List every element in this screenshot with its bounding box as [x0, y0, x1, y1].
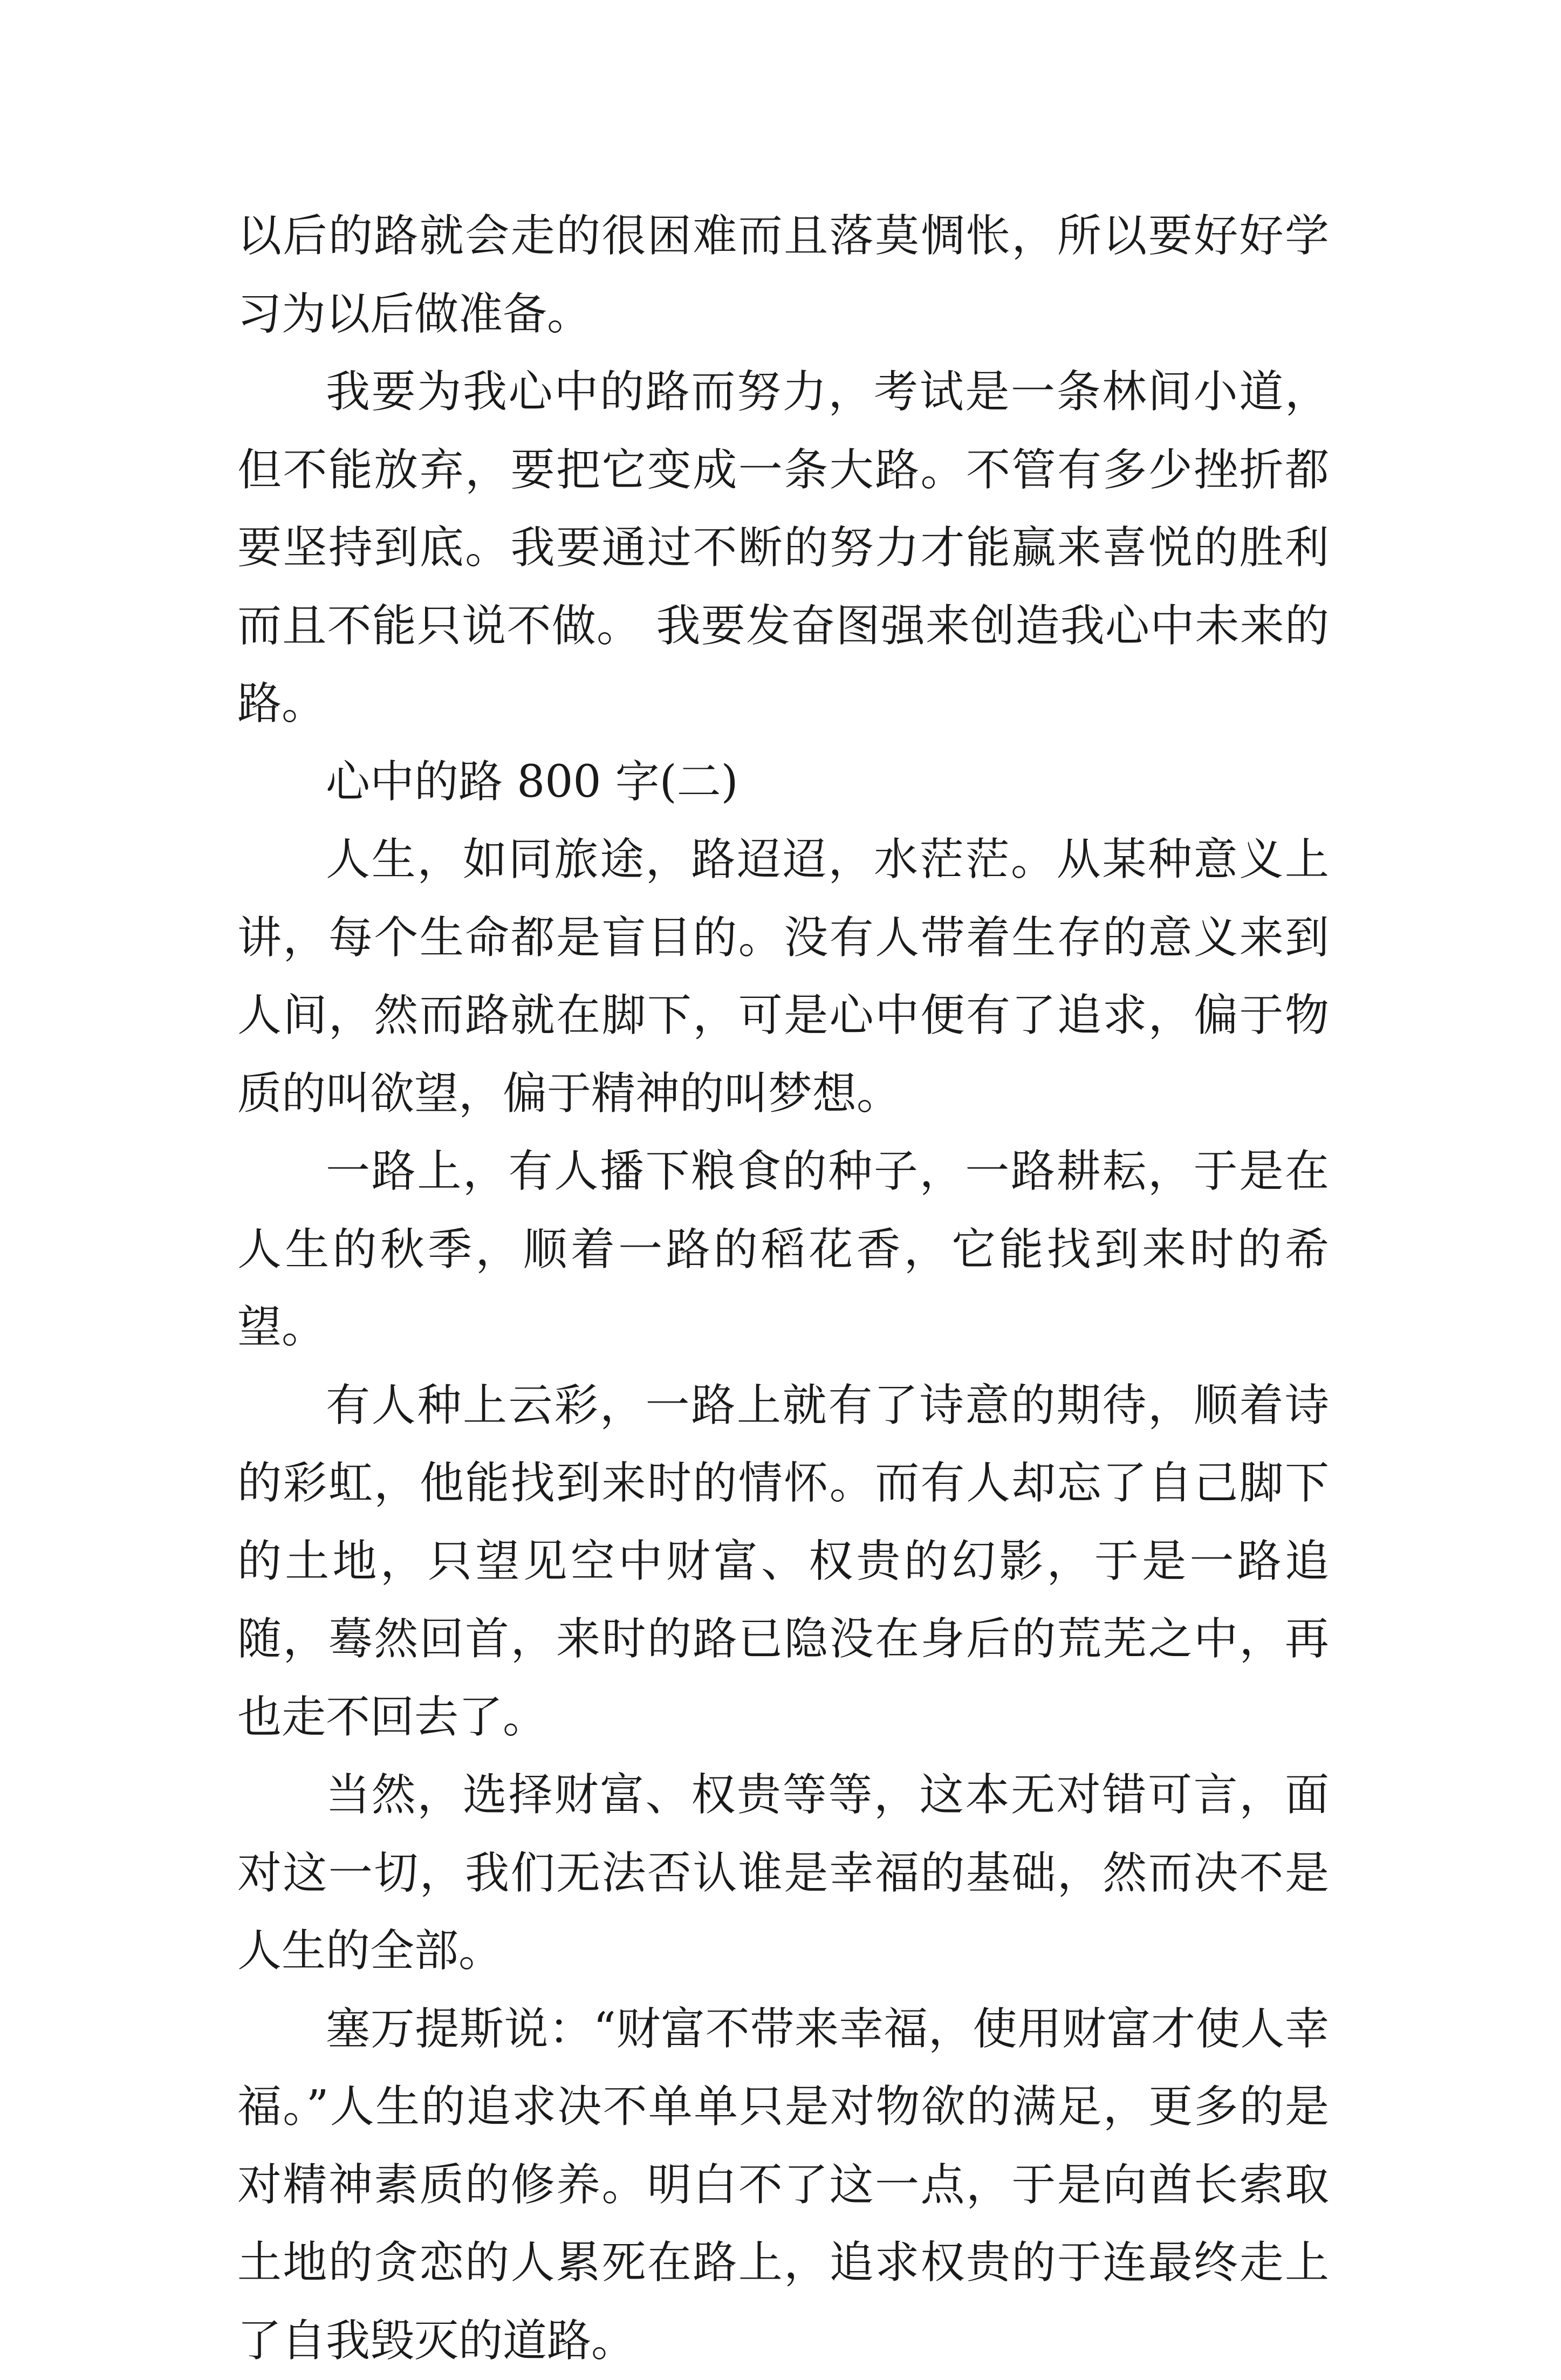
paragraph-continuation: 以后的路就会走的很困难而且落莫惆怅，所以要好好学习为以后做准备。 [237, 197, 1329, 353]
document-body [237, 197, 1329, 2380]
paragraph: 塞万提斯说：“财富不带来幸福，使用财富才使人幸福。”人生的追求决不单单只是对物欲的满足，更多的是对精神素质的修养。明白不了这一点，于是向酋长索取土地的贪恋的人累死在路上，追求权贵的于连最终走上了自我毁灭的道路。 [237, 1991, 1329, 2380]
paragraph: 一路上，有人播下粮食的种子，一路耕耘，于是在人生的秋季，顺着一路的稻花香，它能找到来时的希望。 [237, 1133, 1329, 1367]
paragraph: 我要为我心中的路而努力，考试是一条林间小道，但不能放弃，要把它变成一条大路。不管有多少挫折都要坚持到底。我要通过不断的努力才能赢来喜悦的胜利而且不能只说不做。 我要发奋图强来创造我心中未来的路。 [237, 353, 1329, 743]
paragraph: 有人种上云彩，一路上就有了诗意的期待，顺着诗的彩虹，他能找到来时的情怀。而有人却忘了自己脚下的土地，只望见空中财富、权贵的幻影，于是一路追随，蓦然回首，来时的路已隐没在身后的荒芜之中，再也走不回去了。 [237, 1367, 1329, 1757]
section-heading: 心中的路 800 字(二) [237, 743, 1329, 822]
paragraph: 当然，选择财富、权贵等等，这本无对错可言，面对这一切，我们无法否认谁是幸福的基础，然而决不是人生的全部。 [237, 1756, 1329, 1991]
paragraph: 人生，如同旅途，路迢迢，水茫茫。从某种意义上讲，每个生命都是盲目的。没有人带着生存的意义来到人间，然而路就在脚下，可是心中便有了追求，偏于物质的叫欲望，偏于精神的叫梦想。 [237, 821, 1329, 1133]
